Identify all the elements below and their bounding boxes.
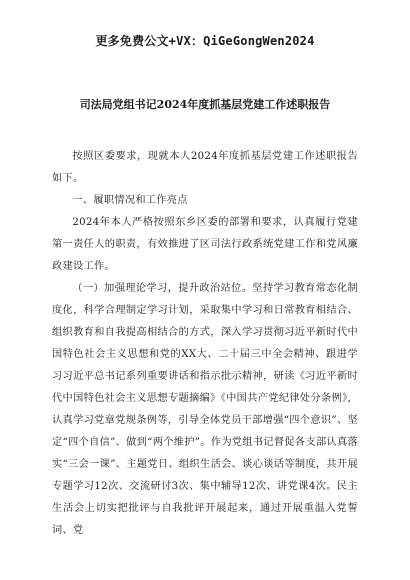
intro-paragraph: 按照区委要求，现就本人2024年度抓基层党建工作述职报告如下。 [52,151,358,184]
promo-header: 更多免费公文+VX：QiGeGongWen2024 [95,34,315,48]
section-heading: 一、履职情况和工作亮点 [72,195,188,206]
overview-paragraph: 2024年本人严格按照东乡区委的部署和要求，认真履行党建第一责任人的职责，有效推进了区司法行政系统党建工作和党风廉政建设工作。 [52,217,358,272]
theory-study-paragraph: （一）加强理论学习，提升政治站位。坚持学习教育常态化制度化，科学合理制定学习计划，采取集中学习和日常教育相结合、组织教育和自我提高相结合的方式，深入学习贯彻习近平新时代中国特色社会主义思想和党的XX大、二十届三中全会精神、跟进学习习近平总书记系列重要讲话和指示批示精神，研读《习近平新时代中国特色社会主义思想专题摘编》《中国共产党纪律处分条例》，认真学习党章党规条例等，引导全体党员干部增强“四个意识”、坚定“四个自信”、做到“两个维护”。作为党组书记督促各支部认真落实“三会一课”、主题党日、组织生活会、谈心谈话等制度，共开展专题学习12次、交流研讨3次、集中辅导12次、讲党课4次。民主生活会上切实把批评与自我批评开展起来，通过开展重温入党誓词、党 [52,283,358,536]
document-title: 司法局党组书记2024年度抓基层党建工作述职报告 [79,98,331,111]
document-body [52,146,358,542]
